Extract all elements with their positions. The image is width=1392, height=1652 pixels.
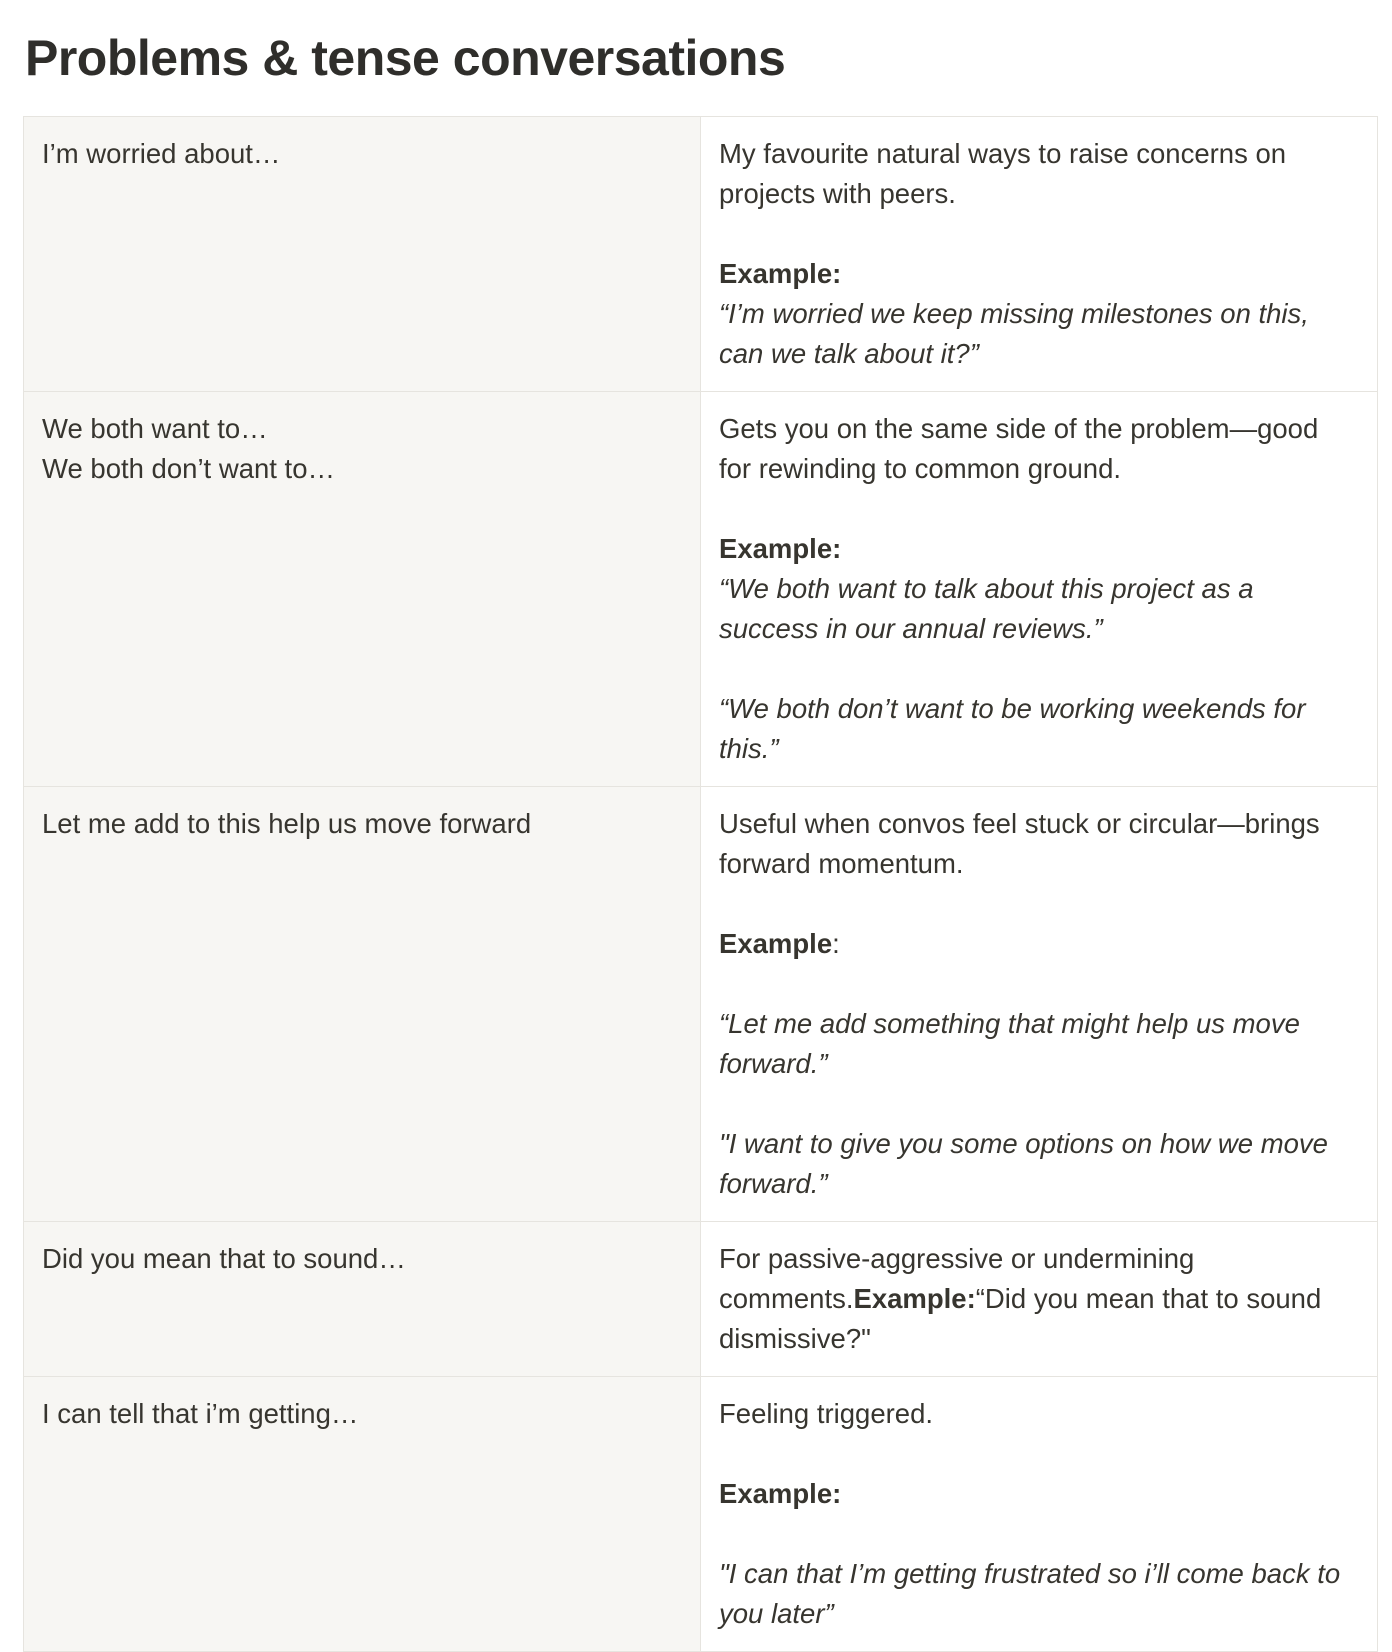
example-label: Example:: [853, 1283, 976, 1314]
description-cell[interactable]: [701, 1377, 1378, 1652]
description-text: Gets you on the same side of the problem—good for rewinding to common ground.: [719, 413, 1319, 484]
example-label: Example:: [719, 533, 842, 564]
description-cell[interactable]: [701, 117, 1378, 392]
spacer: [719, 884, 1357, 924]
example-label: Example: [719, 928, 833, 959]
page-title: Problems & tense conversations: [25, 30, 786, 86]
spacer: [719, 649, 1357, 689]
phrase-cell[interactable]: [24, 1222, 701, 1377]
spacer: [719, 489, 1357, 529]
description-text: My favourite natural ways to raise concerns on projects with peers.: [719, 138, 1287, 209]
phrase-text: Let me add to this help us move forward: [42, 808, 532, 839]
phrase-text: I’m worried about…: [42, 138, 281, 169]
example-label: Example:: [719, 1478, 842, 1509]
spacer: [719, 1514, 1357, 1554]
description-text: Feeling triggered.: [719, 1398, 934, 1429]
phrase-text: Did you mean that to sound…: [42, 1243, 406, 1274]
table-row: [24, 787, 1378, 1222]
description-text: Useful when convos feel stuck or circular—brings forward momentum.: [719, 808, 1320, 879]
spacer: [719, 964, 1357, 1004]
spacer: [719, 214, 1357, 254]
table-row: [24, 392, 1378, 787]
table-row: [24, 1222, 1378, 1377]
example-colon: :: [832, 928, 840, 959]
phrases-table-container: [23, 116, 1378, 1652]
spacer: [719, 1084, 1357, 1124]
description-text: For passive-aggressive or undermining comments.: [719, 1243, 1195, 1314]
example-quote: “I’m worried we keep missing milestones on this, can we talk about it?”: [719, 298, 1309, 369]
description-cell[interactable]: [701, 1222, 1378, 1377]
description-cell[interactable]: [701, 392, 1378, 787]
phrase-cell[interactable]: [24, 787, 701, 1222]
phrase-text: We both don’t want to…: [42, 453, 335, 484]
phrase-cell[interactable]: [24, 392, 701, 787]
example-quote: “We both want to talk about this project as a success in our annual reviews.”: [719, 573, 1254, 644]
phrase-text: We both want to…: [42, 413, 268, 444]
example-quote: "I can that I’m getting frustrated so i’ll come back to you later”: [719, 1558, 1341, 1629]
phrase-cell[interactable]: [24, 1377, 701, 1652]
table-row: [24, 1377, 1378, 1652]
phrase-cell[interactable]: [24, 117, 701, 392]
example-label: Example:: [719, 258, 842, 289]
phrases-table: [23, 116, 1378, 1652]
example-label-line: [719, 924, 1357, 964]
example-inline-quote: “Did you mean that to sound dismissive?": [719, 1283, 1322, 1354]
table-row: [24, 117, 1378, 392]
example-quote: "I want to give you some options on how we move forward.”: [719, 1128, 1328, 1199]
description-cell[interactable]: [701, 787, 1378, 1222]
phrase-text: I can tell that i’m getting…: [42, 1398, 359, 1429]
example-quote: “We both don’t want to be working weekends for this.”: [719, 693, 1306, 764]
example-quote: “Let me add something that might help us move forward.”: [719, 1008, 1300, 1079]
spacer: [719, 1434, 1357, 1474]
